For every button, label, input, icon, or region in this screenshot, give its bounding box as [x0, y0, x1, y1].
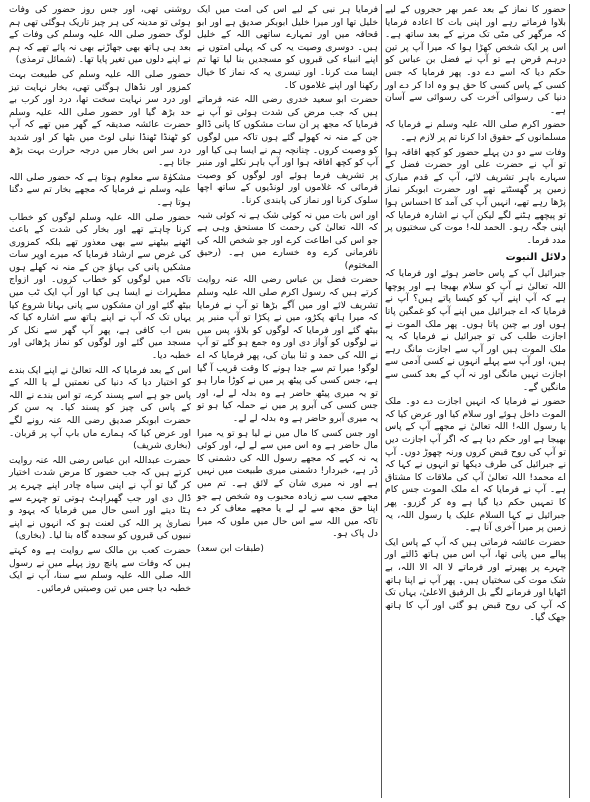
paragraph: حضور نے فرمایا کہ انہیں اجازت دے دو۔ ملک الموت داخل ہوئے اور سلام کیا اور عرض کیا کہ یا رسول اللہ! اللہ تعالیٰ نے مجھے آپ کے پاس بھیجا ہے اور حکم دیا ہے کہ اگر آپ اجازت دیں تو آپ کی روح قبض کروں ورنہ چھوڑ دوں۔ آپ نے جبرائیل کی طرف دیکھا تو انہوں نے کہا کہ اے محمد! اللہ تعالیٰ آپ کی ملاقات کا مشتاق ہے۔ آپ نے فرمایا کہ اے ملک الموت جس کام کا تمہیں حکم دیا گیا ہے وہ کر گزرو۔ پھر جبرائیل نے کہا السلام علیک یا رسول اللہ، یہ زمین پر میرا آخری آنا ہے۔ — [385, 396, 566, 534]
paragraph: حضور کا نماز کے بعد عمر بھر حجروں کے لیے بلاوا فرماتے رہے اور اپنی بات کا اعادہ فرمایا کہ مرگھر کی مٹی تک مرنے کے بعد ساتھ ہے۔ اس پر ایک شخص کھڑا ہوا کہ میرا آپ پر تین درہم قرض ہے تو آپ نے فضل بن عباس کو حکم دیا کہ اسے دے دو۔ پھر فرمایا کہ جس کسی کے پاس کسی کا حق ہو وہ ادا کر دے اور دنیا کی رسوائی آخرت کی رسوائی سے آسان ہے۔ — [385, 4, 566, 116]
newspaper-page — [6, 4, 584, 798]
paragraph: حضرت عبداللہ ابن عباس رضی اللہ عنہ روایت کرتے ہیں کہ جب حضور کا مرض شدت اختیار کر گیا تو آپ نے اپنی سیاہ چادر اپنے چہرے پر ڈال دی اور جب گھبراہٹ ہوتی تو چہرے سے ہٹا دیتے اور اسی حال میں فرمایا کہ یہود و نصاریٰ پر اللہ کی لعنت ہو کہ انہوں نے اپنے نبیوں کی قبروں کو سجدہ گاہ بنا لیا۔ (بخاری) — [9, 454, 191, 542]
paragraph: اور جس کسی کا مال میں نے لیا ہو تو یہ میرا مال حاضر ہے وہ اس میں سے لے لے، اور کوئی یہ نہ کہے کہ مجھے رسول اللہ کی دشمنی کا ڈر ہے، خبردار! دشمنی میری طبیعت میں نہیں ہے اور نہ میری شان کے لائق ہے۔ تم میں مجھے سب سے زیادہ محبوب وہ شخص ہے جو اپنا حق مجھ سے لے لے یا مجھے معاف کر دے تاکہ میں اللہ سے اس حال میں ملوں کہ میرا دل پاک ہو۔ — [197, 427, 378, 540]
paragraph: حضرت عائشہ فرماتی ہیں کہ آپ کے پاس ایک پیالے میں پانی تھا، آپ اس میں ہاتھ ڈالتے اور چہرے پر پھیرتے اور فرماتے لا الہ الا اللہ، بے شک موت کی سختیاں ہیں۔ پھر آپ نے اپنا ہاتھ اٹھایا اور فرمانے لگے بل الرفیق الاعلیٰ، یہاں تک کہ آپ کی روح قبض ہو گئی اور آپ کا ہاتھ جھک گیا۔ — [385, 536, 566, 624]
paragraph: جبرائیل آپ کے پاس حاضر ہوئے اور فرمایا کہ اللہ تعالیٰ نے آپ کو سلام بھیجا ہے اور پوچھا ہے کہ آپ اپنے آپ کو کیسا پاتے ہیں؟ آپ نے فرمایا کہ اے جبرائیل میں اپنے آپ کو غمگین پاتا ہوں اور بے چین پاتا ہوں۔ پھر ملک الموت نے اجازت طلب کی تو جبرائیل نے فرمایا کہ یہ ملک الموت ہیں اور آپ سے اجازت مانگ رہے ہیں، اور آپ سے پہلے انہوں نے کسی آدمی سے اجازت نہیں مانگی اور نہ آپ کے بعد کسی سے مانگیں گے۔ — [385, 268, 566, 393]
paragraph: حضور صلی اللہ علیہ وسلم کی طبیعت بہت کمزور اور نڈھال ہوگئی تھی، بخار نہایت تیز اور درد سر نہایت سخت تھا، درد اور کرب بے حد بڑھ گیا اور حضور صلی اللہ علیہ وسلم حضرت عائشہ صدیقہ کے گھر میں تھے کہ آپ کو ٹھنڈا ٹھنڈا نیلی لوٹ میں بٹھا کر اور شدید درد سر اس بخار میں درجہ حرارت بہت بڑھ جاتا ہے۔ — [9, 68, 191, 169]
paragraph: روشنی تھی، اور جس روز حضور کی وفات ہوئی تو مدینہ کی ہر چیز تاریک ہوگئی تھی ہم لوگ حضور صلی اللہ علیہ وسلم کی وفات کے بعد ہی ہاتھ بھی جھاڑنے بھی نہ پائے تھے کہ ہم نے اپنے دلوں میں تغیر پایا تھا۔ (شمائل ترمذی) — [9, 4, 191, 66]
paragraph: فرمایا ہر نبی کے لیے اس کی امت میں ایک خلیل تھا اور میرا خلیل ابوبکر صدیق ہے اور ابو قحافہ میں اور تمہارے ساتھی اللہ کے خلیل ہیں۔ دوسری وصیت یہ کی کہ پہلی امتوں نے اپنے انبیاء کی قبروں کو مسجدیں بنا لیا تھا تم ایسا مت کرنا۔ اور تیسری یہ کہ نماز کا خیال رکھنا اور اپنے غلاموں کا۔ — [197, 4, 378, 91]
paragraph: اور اس بات میں نہ کوئی شک ہے نہ کوئی شبہ کہ اللہ تعالیٰ کی رحمت کا مستحق وہی ہے جو اس کی اطاعت کرے اور جو شخص اللہ کی نافرمانی کرے وہ خسارے میں ہے۔ (رحیق المختوم) — [197, 209, 378, 271]
paragraph: حضرت فضل بن عباس رضی اللہ عنہ روایت کرتے ہیں کہ رسول اکرم صلی اللہ علیہ وسلم تشریف لائے اور میں آگے بڑھا تو آپ نے فرمایا کہ میرا ہاتھ پکڑو، میں نے پکڑا تو آپ منبر پر بیٹھ گئے اور فرمایا کہ لوگوں کو بلاؤ، پس میں نے لوگوں کو آواز دی اور وہ جمع ہو گئے تو آپ نے اللہ کی حمد و ثنا بیان کی، پھر فرمایا کہ اے لوگو! میرا تم سے جدا ہونے کا وقت قریب آ گیا ہے، جس کسی کی پیٹھ پر میں نے کوڑا مارا ہو تو یہ میری پیٹھ حاضر ہے وہ بدلہ لے لے، اور جس کسی کی آبرو پر میں نے حملہ کیا ہو تو یہ میری آبرو حاضر ہے وہ بدلہ لے لے۔ — [197, 274, 378, 424]
paragraph: وفات سے دو دن پہلے حضور کو کچھ افاقہ ہوا تو آپ نے حضرت علی اور حضرت فضل کے سہارے باہر تشریف لائے، آپ کے قدم مبارک زمین پر گھسٹتے تھے اور حضرت ابوبکر نماز پڑھا رہے تھے، انہیں آپ کی آمد کا احساس ہوا تو پیچھے ہٹنے لگے لیکن آپ نے اشارہ فرمایا کہ اپنی جگہ رہو۔ الحمد للہ! موت کی سختیوں پر مدد فرما۔ — [385, 146, 566, 246]
column-right — [6, 4, 194, 798]
paragraph: مشکوٰۃ سے معلوم ہوتا ہے کہ حضور صلی اللہ علیہ وسلم نے فرمایا کہ مجھے بخار تم سے دگنا ہوتا ہے۔ — [9, 171, 191, 208]
paragraph: حضور صلی اللہ علیہ وسلم لوگوں کو خطاب کرنا چاہتے تھے اور بخار کی شدت کے باعث اٹھنے بیٹھنے سے بھی معذور تھے بلکہ کمزوری کی غرض سے ارشاد فرمایا کہ میرے اوپر سات مشکیں پانی کی بہاؤ جن کے منہ نہ کھلے ہوں تاکہ میں لوگوں کو خطاب کروں۔ اور ازواج مطہرات نے ایسا ہی کیا اور آپ ایک ٹب میں بیٹھ گئے اور ان مشکوں سے پانی بہانا شروع کیا یہاں تک کہ آپ نے اپنے ہاتھ سے اشارہ کیا کہ بس اب کافی ہے، پھر آپ گھر سے نکل کر مسجد میں گئے اور لوگوں کو نماز پڑھائی اور خطبہ دیا۔ — [9, 211, 191, 362]
paragraph: حضرت ابو سعید خدری رضی اللہ عنہ فرماتے ہیں کہ جب مرض کی شدت ہوئی تو آپ نے فرمایا کہ مجھ پر ان سات مشکوں کا پانی ڈالو جن کے منہ نہ کھولے گئے ہوں تاکہ میں لوگوں کو وصیت کروں۔ چنانچہ ہم نے ایسا ہی کیا اور آپ کو کچھ افاقہ ہوا اور آپ باہر نکلے اور منبر پر تشریف فرما ہوئے اور لوگوں کو وصیت فرمائی کہ غلاموں اور لونڈیوں کے ساتھ اچھا سلوک کرنا اور نماز کی پابندی کرنا۔ — [197, 94, 378, 206]
paragraph: حضرت کعب بن مالک سے روایت ہے وہ کہتے ہیں کہ وفات سے پانچ روز پہلے میں نے رسول اللہ صلی اللہ علیہ وسلم سے سنا، آپ نے ایک خطبہ دیا جس میں تین وصیتیں فرمائیں۔ — [9, 544, 191, 594]
paragraph: حضور اکرم صلی اللہ علیہ وسلم نے فرمایا کہ مسلمانوں کے حقوق ادا کرنا تم پر لازم ہے۔ — [385, 119, 566, 143]
paragraph: اس کے بعد فرمایا کہ اللہ تعالیٰ نے اپنے ایک بندے کو اختیار دیا کہ دنیا کی نعمتیں لے یا اللہ کے پاس جو ہے اسے پسند کرے، تو اس بندے نے اللہ کے پاس کی چیز کو پسند کیا۔ یہ سن کر حضرت ابوبکر صدیق رضی اللہ عنہ رونے لگے اور عرض کیا کہ ہمارے ماں باپ آپ پر قربان۔ (بخاری شریف) — [9, 364, 191, 452]
column-middle — [194, 4, 382, 798]
column-left — [382, 4, 570, 798]
citation: (طبقات ابن سعد) — [197, 543, 264, 554]
section-heading: دلائل النبوت — [505, 252, 566, 264]
